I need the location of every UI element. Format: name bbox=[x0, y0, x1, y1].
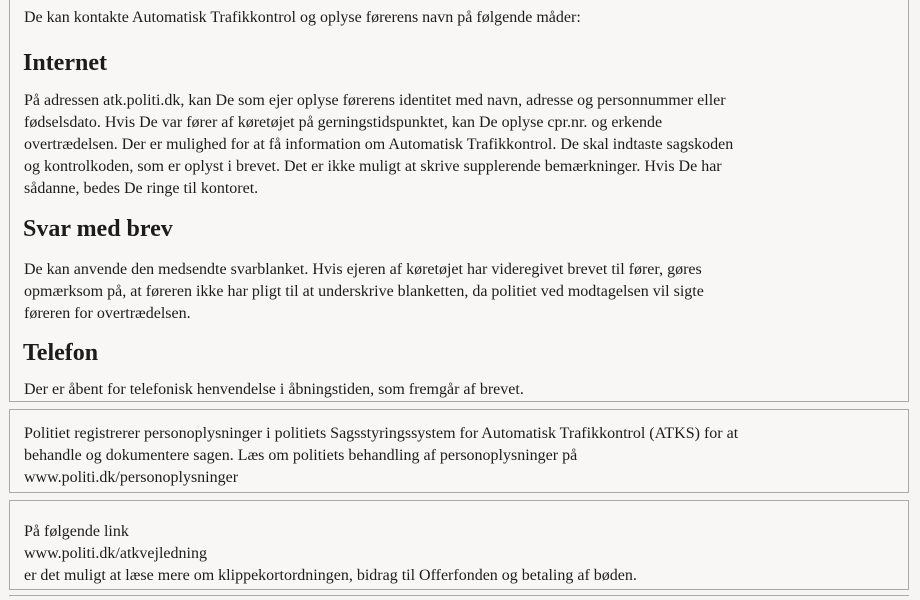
brev-paragraph bbox=[24, 259, 899, 325]
intro-text: De kan kontakte Automatisk Trafikkontrol og oplyse førerens navn på følgende måder: bbox=[24, 9, 581, 26]
privacy-line: Politiet registrerer personoplysninger i politiets Sagsstyringssystem for Automatisk Trafikkontrol (ATKS) for at bbox=[24, 425, 739, 442]
heading-svar-med-brev: Svar med brev bbox=[23, 216, 173, 242]
guidance-line: På følgende link bbox=[24, 523, 129, 540]
guidance-paragraph bbox=[24, 521, 899, 587]
privacy-line: behandle og dokumentere sagen. Læs om politiets behandling af personoplysninger på bbox=[24, 447, 578, 464]
telefon-line: Der er åbent for telefonisk henvendelse i åbningstiden, som fremgår af brevet. bbox=[24, 381, 524, 398]
internet-paragraph bbox=[24, 90, 899, 200]
guidance-link-box bbox=[9, 500, 909, 590]
internet-line: sådanne, bedes De ringe til kontoret. bbox=[24, 180, 259, 197]
bottom-divider bbox=[9, 595, 909, 596]
guidance-link[interactable]: www.politi.dk/atkvejledning bbox=[24, 545, 207, 562]
brev-line: føreren for overtrædelsen. bbox=[24, 305, 191, 322]
privacy-paragraph bbox=[24, 423, 899, 489]
internet-line: På adressen atk.politi.dk, kan De som ejer oplyse førerens identitet med navn, adresse og personnummer eller bbox=[24, 92, 726, 109]
privacy-link[interactable]: www.politi.dk/personoplysninger bbox=[24, 469, 239, 486]
internet-line: fødselsdato. Hvis De var fører af køretøjet på gerningstidspunktet, kan De oplyse cpr.nr. og erkende bbox=[24, 114, 663, 131]
heading-internet: Internet bbox=[23, 50, 107, 76]
contact-methods-box bbox=[9, 0, 909, 402]
internet-line: overtrædelsen. Der er mulighed for at få information om Automatisk Trafikkontrol. De skal indtaste sagskoden bbox=[24, 136, 734, 153]
heading-telefon: Telefon bbox=[23, 340, 99, 366]
privacy-notice-box bbox=[9, 409, 909, 493]
internet-line: og kontrolkoden, som er oplyst i brevet. Det er ikke muligt at skrive supplerende bemærkninger. Hvis De har bbox=[24, 158, 722, 175]
brev-line: De kan anvende den medsendte svarblanket. Hvis ejeren af køretøjet har videregivet brevet til fører, gøres bbox=[24, 261, 702, 278]
brev-line: opmærksom på, at føreren ikke har pligt til at underskrive blanketten, da politiet ved modtagelsen vil sigte bbox=[24, 283, 704, 300]
telefon-paragraph bbox=[24, 379, 899, 401]
guidance-line: er det muligt at læse mere om klippekortordningen, bidrag til Offerfonden og betaling af bøden. bbox=[24, 567, 637, 584]
